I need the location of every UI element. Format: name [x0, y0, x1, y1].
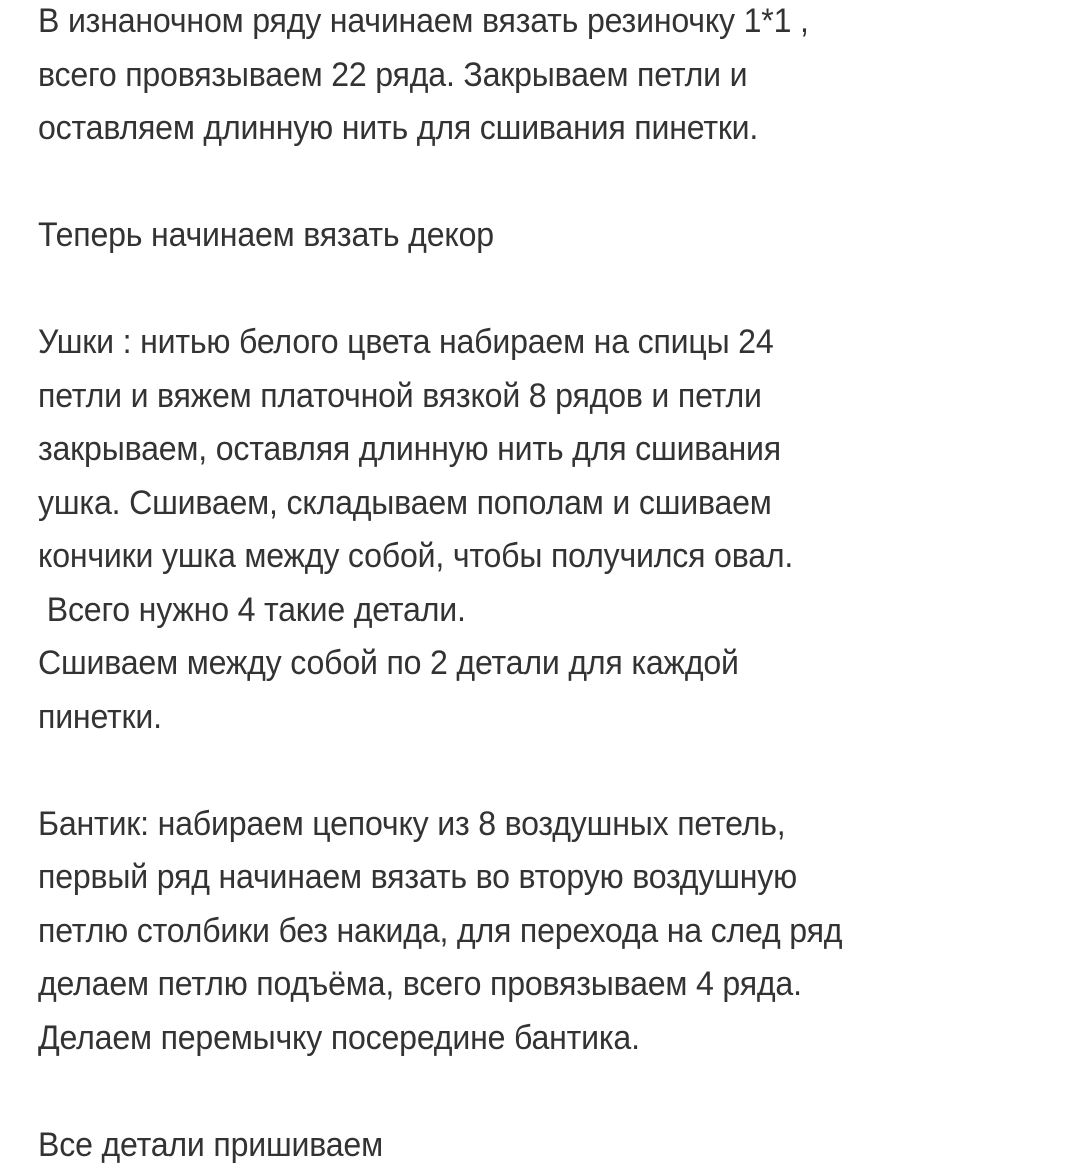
text-line: оставляем длинную нить для сшивания пинетки. — [38, 102, 987, 156]
text-line: Все детали пришиваем — [38, 1119, 987, 1172]
text-line: первый ряд начинаем вязать во вторую воздушную — [38, 851, 987, 905]
text-line: петли и вяжем платочной вязкой 8 рядов и петли — [38, 370, 987, 424]
text-line: петлю столбики без накида, для перехода на след ряд — [38, 905, 987, 959]
paragraph-bow — [38, 798, 987, 1066]
paragraph-ears — [38, 316, 987, 744]
paragraph-rib-stitch — [38, 0, 987, 156]
text-line: ушка. Сшиваем, складываем пополам и сшиваем — [38, 477, 987, 531]
text-line: В изнаночном ряду начинаем вязать резиночку 1*1 , — [38, 0, 987, 49]
paragraph-spacer — [38, 744, 987, 798]
paragraph-finish — [38, 1119, 987, 1172]
paragraph-spacer — [38, 156, 987, 210]
document-text — [38, 0, 987, 1080]
paragraph-spacer — [38, 263, 987, 317]
text-line: Сшиваем между собой по 2 детали для каждой — [38, 637, 987, 691]
text-line: Всего нужно 4 такие детали. — [38, 584, 987, 638]
paragraph-decor-intro — [38, 209, 987, 263]
text-line: Ушки : нитью белого цвета набираем на спицы 24 — [38, 316, 987, 370]
text-line: всего провязываем 22 ряда. Закрываем петли и — [38, 49, 987, 103]
text-line: Теперь начинаем вязать декор — [38, 209, 987, 263]
text-line: пинетки. — [38, 691, 987, 745]
text-line: закрываем, оставляя длинную нить для сшивания — [38, 423, 987, 477]
paragraph-spacer — [38, 1065, 987, 1119]
text-line: Делаем перемычку посередине бантика. — [38, 1012, 987, 1066]
text-line: делаем петлю подъёма, всего провязываем 4 ряда. — [38, 958, 987, 1012]
text-line: кончики ушка между собой, чтобы получился овал. — [38, 530, 987, 584]
text-line: Бантик: набираем цепочку из 8 воздушных петель, — [38, 798, 987, 852]
